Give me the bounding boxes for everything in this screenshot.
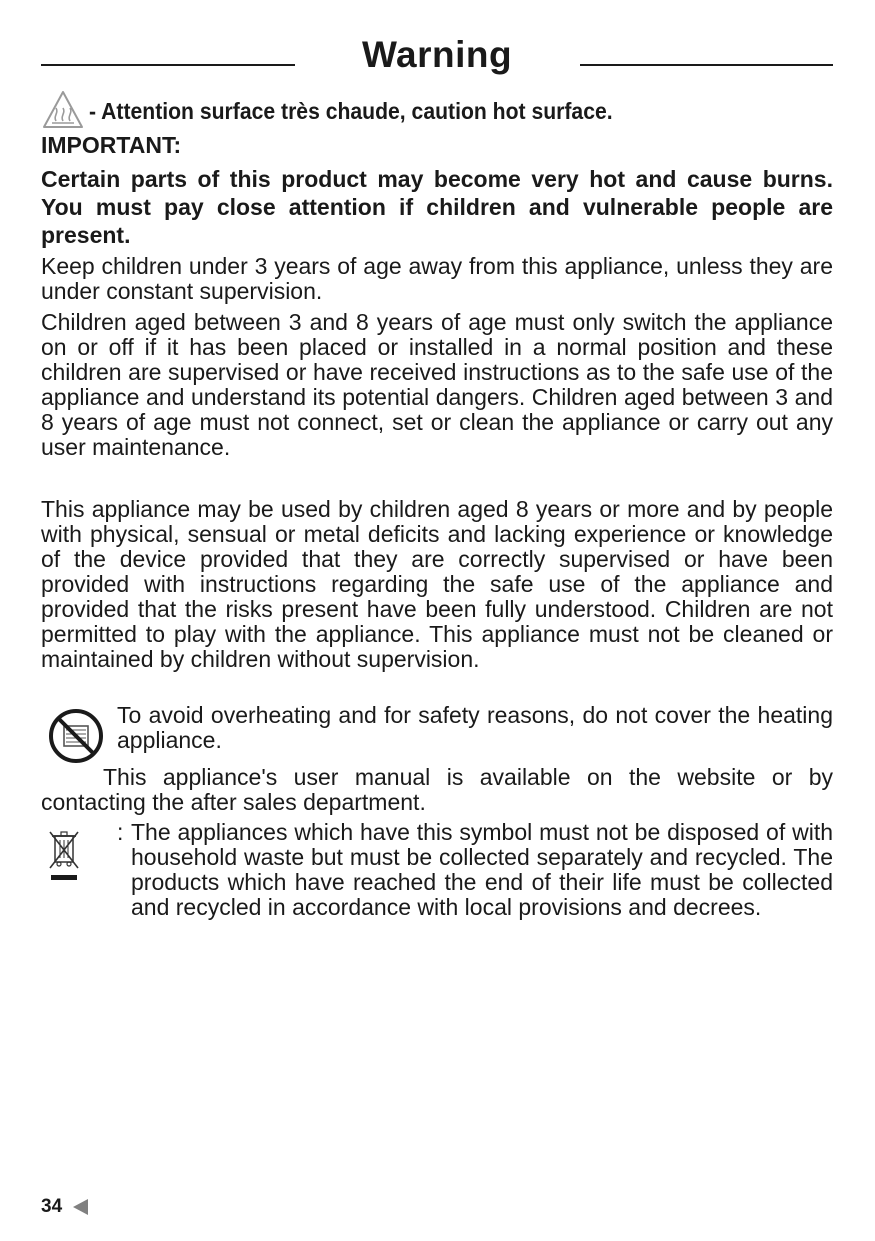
disposal-text: The appliances which have this symbol must not be disposed of with household waste but must be collected separately and recycled. The products which have reached the end of their life must be collected and recycled in accordance with local provisions and decrees. (131, 819, 833, 920)
page-title: Warning (361, 34, 513, 75)
left-triangle-icon (73, 1199, 88, 1215)
do-not-cover-text: To avoid overheating and for safety reasons, do not cover the heating appliance. (117, 702, 833, 753)
crossed-out-bin-icon (45, 828, 83, 882)
hot-surface-notice (41, 89, 833, 131)
disposal-colon: : (117, 819, 124, 845)
header (41, 30, 833, 80)
paragraph-8-plus: This appliance may be used by children aged 8 years or more and by people with physical, sensual or metal deficits and lacking experience or knowledge of the device provided that they are correctly supervised or have been provided with instructions regarding the safe use of the appliance and provided that the risks present have been fully understood. Children are not permitted to play with the appliance. This appliance must not be cleaned or maintained by children without supervision. (41, 496, 833, 672)
hot-surface-warning-icon (41, 89, 85, 131)
burn-warning: Certain parts of this product may become very hot and cause burns. You must pay close attention if children and vulnerable people are present. (41, 166, 833, 248)
page-footer (41, 1194, 88, 1220)
paragraph-under-3: Keep children under 3 years of age away from this appliance, unless they are under constant supervision. (41, 253, 833, 304)
important-label: IMPORTANT: (41, 132, 182, 158)
disposal-notice (41, 820, 833, 950)
title-rule-right (580, 64, 833, 66)
do-not-cover-icon (48, 708, 104, 764)
page-number: 34 (41, 1196, 63, 1217)
hot-surface-text: - Attention surface très chaude, caution hot surface. (89, 98, 613, 124)
paragraph-3-to-8: Children aged between 3 and 8 years of age must only switch the appliance on or off if it has been placed or installed in a normal position and these children are supervised or have received instructions as to the safe use of the appliance and understand its potential dangers. Children aged between 3 and 8 years of age must not connect, set or clean the appliance or carry out any user maintenance. (41, 309, 833, 460)
user-manual-note: This appliance's user manual is available on the website or by contacting the after sales department. (41, 764, 833, 815)
do-not-cover-notice (41, 703, 833, 765)
